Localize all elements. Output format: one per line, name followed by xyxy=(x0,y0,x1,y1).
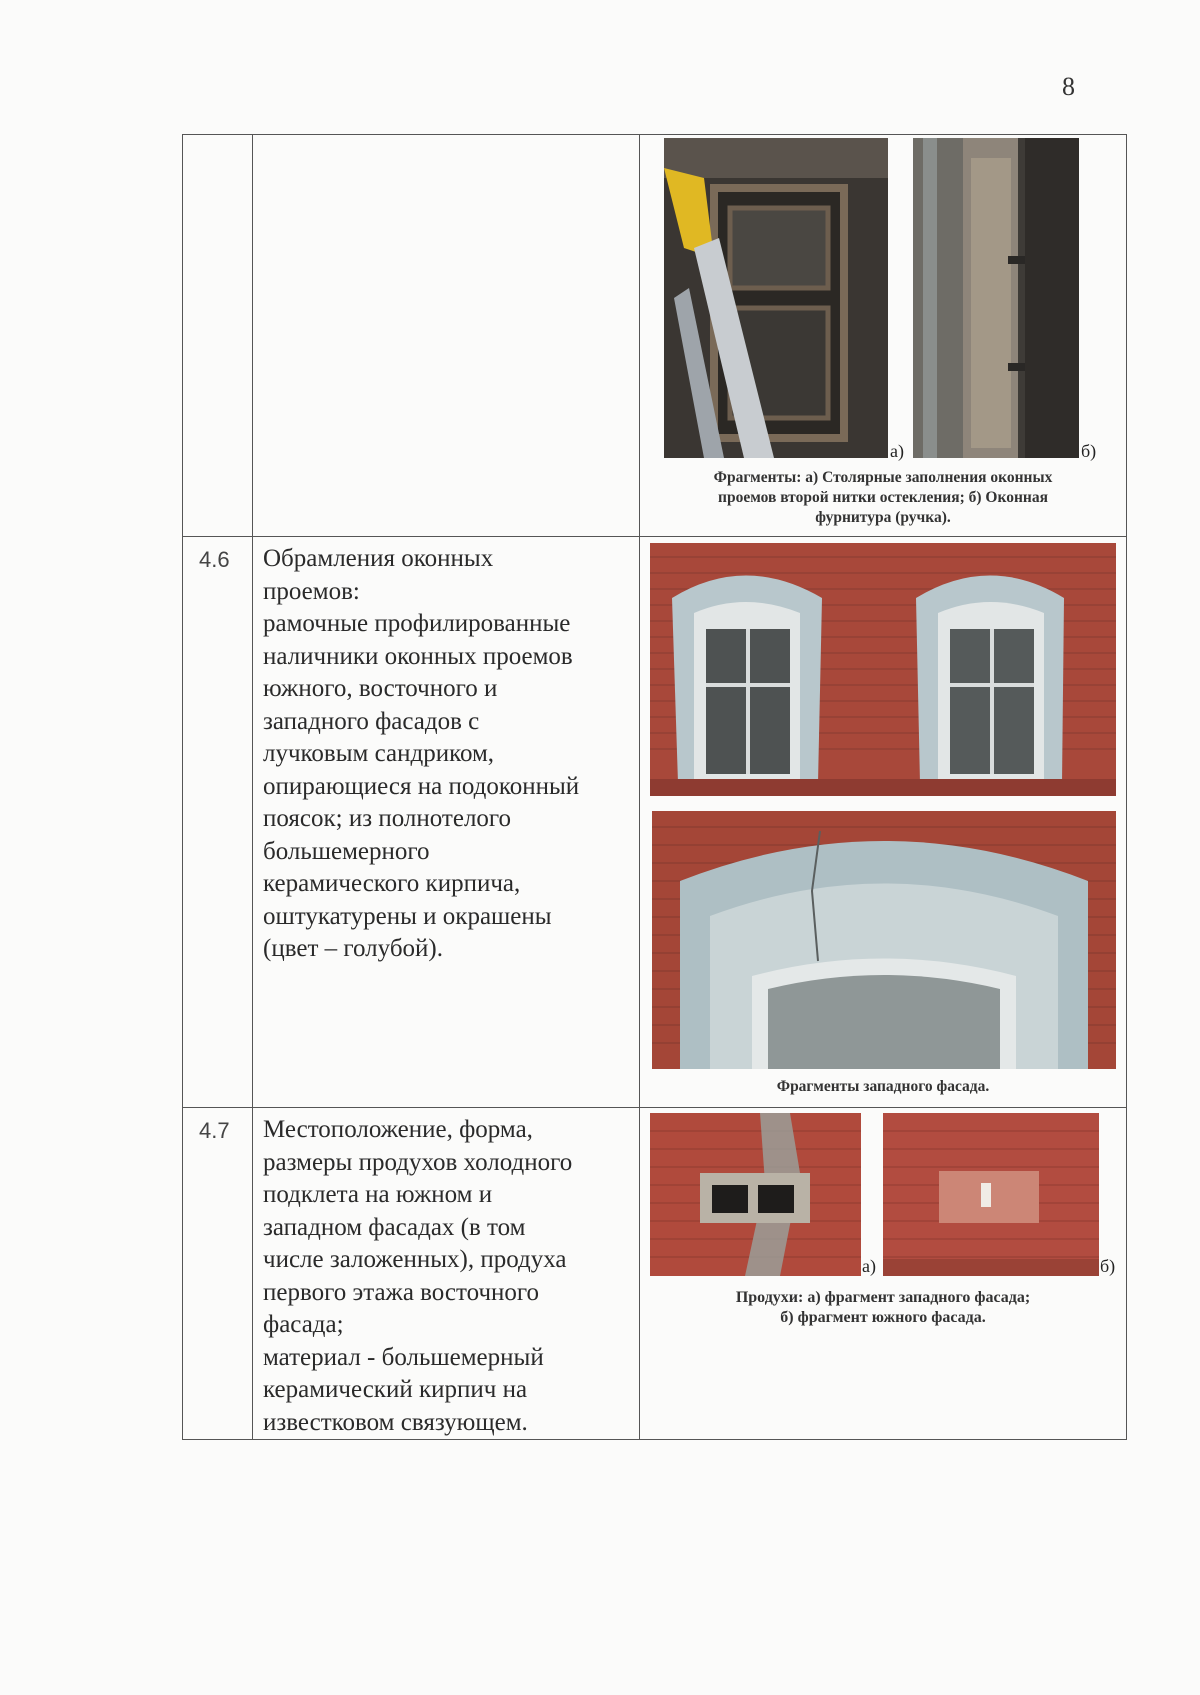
row-description xyxy=(253,135,640,537)
photo-caption: Фрагменты западного фасада. xyxy=(776,1078,990,1095)
photo-label-a: а) xyxy=(862,1256,876,1276)
photo-window-handle xyxy=(913,138,1079,458)
photo-caption: Фрагменты: а) Столярные заполнения оконных проемов второй нитки остекления; б) Оконная фурнитура (ручка). xyxy=(713,469,1053,526)
row-photos xyxy=(640,135,1127,537)
photo-vent-west xyxy=(650,1113,861,1276)
table-row xyxy=(183,1108,1127,1440)
row-photos xyxy=(640,537,1127,1108)
photo-vent-south xyxy=(883,1113,1099,1276)
row-number: 4.6 xyxy=(183,537,253,1108)
photo-window-joinery xyxy=(664,138,888,458)
table-row xyxy=(183,135,1127,537)
row-number: 4.7 xyxy=(183,1108,253,1440)
specification-table xyxy=(182,134,1127,1440)
photo-label-b: б) xyxy=(1100,1256,1116,1276)
photo-caption: Продухи: а) фрагмент западного фасада; б) фрагмент южного фасада. xyxy=(735,1289,1031,1326)
row-photos xyxy=(640,1108,1127,1440)
photo-label-a: а) xyxy=(890,441,904,461)
row-description: Местоположение, форма, размеры продухов холодного подклета на южном и западном фасадах (в том числе заложенных), продуха первого этажа восточного фасада; материал - большемерный керамический кирпич на известковом связующем. xyxy=(253,1108,640,1440)
row-number xyxy=(183,135,253,537)
photo-facade-windows xyxy=(650,543,1116,796)
table-row xyxy=(183,537,1127,1108)
photo-label-b: б) xyxy=(1081,441,1097,461)
photo-facade-sandrik xyxy=(652,811,1116,1069)
row-description: Обрамления оконных проемов: рамочные профилированные наличники оконных проемов южного, восточного и западного фасадов с лучковым сандриком, опирающиеся на подоконный поясок; из полнотелого большемерного керамического кирпича, оштукатурены и окрашены (цвет – голубой). xyxy=(253,537,640,1108)
page-number: 8 xyxy=(1062,72,1075,101)
